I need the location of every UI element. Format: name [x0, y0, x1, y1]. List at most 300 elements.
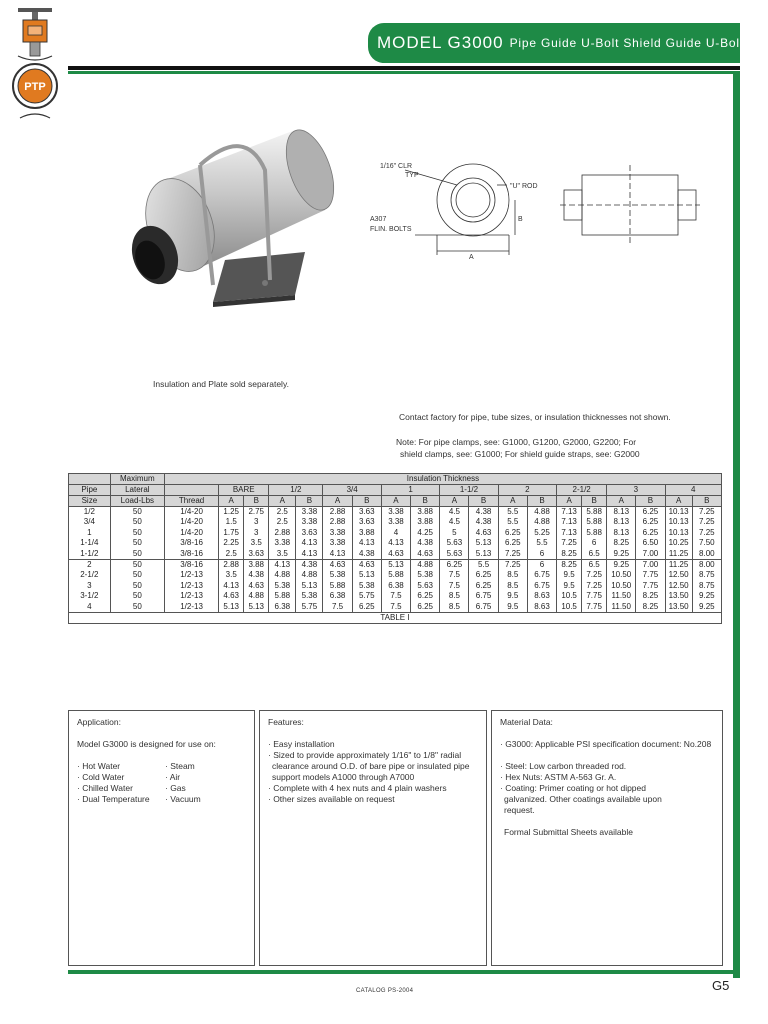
- table-group-header: 1/2: [269, 485, 323, 496]
- table-cell: 4.63: [323, 560, 352, 571]
- table-cell-pipe-size: 1-1/4: [69, 538, 111, 548]
- header-rule: [68, 66, 740, 70]
- table-cell: 9.25: [692, 602, 721, 613]
- table-cell: 7.25: [498, 560, 527, 571]
- drawing-bolt-label-1: A307: [370, 216, 387, 223]
- table-cell: 4.88: [527, 507, 556, 518]
- side-view-drawing: [560, 160, 700, 250]
- table-cell: 8.00: [692, 560, 721, 571]
- table-cell: 3.88: [411, 517, 440, 527]
- table-cell: 5.38: [323, 570, 352, 580]
- drawing-bolt-label-2: FLIN. BOLTS: [370, 226, 412, 233]
- table-cell: 50: [110, 528, 164, 538]
- table-group-header: BARE: [219, 485, 269, 496]
- table-cell: 4.13: [352, 538, 381, 548]
- table-cell: 8.5: [498, 570, 527, 580]
- table-sub-a: A: [381, 496, 410, 507]
- table-cell: 7.25: [498, 549, 527, 560]
- table-group-header: 3/4: [323, 485, 381, 496]
- table-cell: 4.5: [440, 517, 469, 527]
- table-cell: 6.5: [582, 549, 607, 560]
- table-cell: 3.88: [352, 528, 381, 538]
- table-cell: 9.25: [607, 560, 636, 571]
- table-cell: 7.25: [692, 517, 721, 527]
- material-line: request.: [504, 805, 535, 815]
- table-header-insulation: Insulation Thickness: [164, 474, 721, 485]
- table-cell: 50: [110, 570, 164, 580]
- table-cell: 3.5: [244, 538, 269, 548]
- table-cell: 9.25: [692, 591, 721, 601]
- material-line: · Coating: Primer coating or hot dipped: [500, 783, 646, 793]
- table-cell: 8.25: [636, 602, 665, 613]
- table-cell: 6.25: [352, 602, 381, 613]
- table-cell: 3: [244, 528, 269, 538]
- table-sub-b: B: [582, 496, 607, 507]
- table-cell: 4.5: [440, 507, 469, 518]
- table-cell: 50: [110, 591, 164, 601]
- table-row: [69, 517, 722, 527]
- table-cell: 5.5: [527, 538, 556, 548]
- table-cell: 4.13: [296, 538, 323, 548]
- features-line: clearance around O.D. of bare pipe or insulated pipe: [272, 761, 470, 771]
- table-cell: 3.38: [269, 538, 296, 548]
- table-cell: 8.00: [692, 549, 721, 560]
- table-cell: 8.75: [692, 581, 721, 591]
- table-cell: 7.75: [636, 581, 665, 591]
- table-cell: 4.88: [296, 570, 323, 580]
- table-cell: 2.25: [219, 538, 244, 548]
- header-banner: [368, 23, 744, 63]
- table-header-cell: [164, 485, 218, 496]
- table-cell: 7.25: [692, 528, 721, 538]
- table-cell: 5.88: [582, 528, 607, 538]
- table-cell: 7.00: [636, 560, 665, 571]
- table-cell: 5.88: [381, 570, 410, 580]
- table-cell: 10.50: [607, 581, 636, 591]
- table-cell: 5.38: [296, 591, 323, 601]
- table-cell: 3.63: [352, 507, 381, 518]
- drawing-dim-a: A: [469, 254, 474, 261]
- table-cell: 7.13: [557, 517, 582, 527]
- table-header-size: Size: [69, 496, 111, 507]
- table-cell-pipe-size: 1-1/2: [69, 549, 111, 560]
- table-sub-a: A: [607, 496, 636, 507]
- table-cell: 8.5: [440, 602, 469, 613]
- table-cell: 2.5: [269, 507, 296, 518]
- table-cell: 5.13: [352, 570, 381, 580]
- green-rule-right: [733, 74, 740, 978]
- table-cell: 12.50: [665, 581, 692, 591]
- table-cell: 5.13: [469, 549, 498, 560]
- table-cell: 7.75: [636, 570, 665, 580]
- model-description: Pipe Guide U-Bolt Shield Guide U-Bolt: [509, 36, 744, 50]
- table-sub-b: B: [692, 496, 721, 507]
- table-cell: 6.25: [411, 602, 440, 613]
- table-cell: 1/2-13: [164, 581, 218, 591]
- table-sub-b: B: [352, 496, 381, 507]
- table-cell: 1/2-13: [164, 591, 218, 601]
- drawing-rod-label: "U" ROD: [510, 183, 538, 190]
- table-cell: 4.38: [411, 538, 440, 548]
- end-view-drawing: [365, 155, 545, 265]
- table-cell: 8.5: [498, 581, 527, 591]
- table-cell: 6.38: [323, 591, 352, 601]
- table-cell: 1/4-20: [164, 507, 218, 518]
- application-intro: Model G3000 is designed for use on:: [77, 739, 216, 749]
- table-cell: 7.5: [381, 602, 410, 613]
- table-cell: 4.38: [296, 560, 323, 571]
- table-cell: 6.25: [440, 560, 469, 571]
- table-sub-b: B: [527, 496, 556, 507]
- sold-separately-note: Insulation and Plate sold separately.: [153, 379, 289, 389]
- table-cell: 8.5: [440, 591, 469, 601]
- table-group-header: 2: [498, 485, 556, 496]
- table-sub-a: A: [557, 496, 582, 507]
- table-cell: 6.38: [269, 602, 296, 613]
- table-row: [69, 570, 722, 580]
- table-cell: 8.63: [527, 602, 556, 613]
- table-cell: 5.88: [582, 517, 607, 527]
- table-cell: 7.5: [440, 581, 469, 591]
- table-sub-a: A: [323, 496, 352, 507]
- table-cell: 8.63: [527, 591, 556, 601]
- table-cell: 6.75: [469, 602, 498, 613]
- table-sub-b: B: [411, 496, 440, 507]
- table-cell: 1.75: [219, 528, 244, 538]
- table-cell: 3.63: [352, 517, 381, 527]
- table-cell: 6.5: [582, 560, 607, 571]
- table-cell: 2.88: [323, 507, 352, 518]
- material-title: Material Data:: [500, 717, 553, 727]
- table-cell: 7.13: [557, 528, 582, 538]
- table-cell: 7.13: [557, 507, 582, 518]
- table-cell-pipe-size: 3: [69, 581, 111, 591]
- material-submittal: Formal Submittal Sheets available: [504, 827, 633, 837]
- table-header-cell: [69, 474, 111, 485]
- table-row: [69, 591, 722, 601]
- table-cell: 3.38: [323, 528, 352, 538]
- table-cell: 6.25: [411, 591, 440, 601]
- table-cell: 1/4-20: [164, 517, 218, 527]
- table-cell: 4.13: [381, 538, 410, 548]
- features-line: · Easy installation: [268, 739, 335, 749]
- table-header-lateral: Lateral: [110, 485, 164, 496]
- material-line: · Hex Nuts: ASTM A-563 Gr. A.: [500, 772, 617, 782]
- table-cell: 4.38: [469, 517, 498, 527]
- table-cell: 7.75: [582, 602, 607, 613]
- application-item: · Chilled Water: [77, 783, 133, 793]
- table-cell: 4.63: [352, 560, 381, 571]
- table-cell: 4.25: [411, 528, 440, 538]
- table-cell: 8.13: [607, 528, 636, 538]
- table-cell: 4.88: [244, 591, 269, 601]
- table-cell: 5.38: [411, 570, 440, 580]
- application-item: · Cold Water: [77, 772, 125, 782]
- table-row: [69, 549, 722, 560]
- table-cell-pipe-size: 3-1/2: [69, 591, 111, 601]
- table-cell: 7.75: [582, 591, 607, 601]
- model-title: MODEL G3000: [377, 33, 504, 52]
- table-cell: 5.13: [469, 538, 498, 548]
- table-cell: 50: [110, 581, 164, 591]
- table-cell: 50: [110, 538, 164, 548]
- table-row: [69, 581, 722, 591]
- table-cell: 5.5: [498, 507, 527, 518]
- table-cell: 6.75: [527, 581, 556, 591]
- table-cell: 10.50: [607, 570, 636, 580]
- table-cell: 11.50: [607, 591, 636, 601]
- spec-table-body: [69, 507, 722, 613]
- table-header-load: Load-Lbs: [110, 496, 164, 507]
- table-cell: 5.25: [527, 528, 556, 538]
- features-box: [259, 710, 487, 966]
- table-cell-pipe-size: 2-1/2: [69, 570, 111, 580]
- table-cell: 11.25: [665, 560, 692, 571]
- table-cell: 2.5: [269, 517, 296, 527]
- table-group-header: 1: [381, 485, 439, 496]
- table-cell: 6.75: [469, 591, 498, 601]
- table-sub-b: B: [244, 496, 269, 507]
- table-row: [69, 507, 722, 518]
- catalog-footer: CATALOG PS-2004: [356, 988, 414, 994]
- page-number: G5: [712, 978, 730, 993]
- table-cell: 3.38: [323, 538, 352, 548]
- table-cell: 1/2-13: [164, 602, 218, 613]
- table-cell: 10.5: [557, 602, 582, 613]
- table-cell: 1/4-20: [164, 528, 218, 538]
- drawing-typ-label: TYP: [405, 172, 419, 179]
- table-cell: 5.63: [411, 581, 440, 591]
- table-cell: 2.88: [219, 560, 244, 571]
- table-cell: 8.25: [636, 591, 665, 601]
- table-group-header: 3: [607, 485, 665, 496]
- table-sub-a: A: [219, 496, 244, 507]
- table-header-pipe: Pipe: [69, 485, 111, 496]
- green-rule-bottom: [68, 970, 740, 974]
- table-sub-a: A: [665, 496, 692, 507]
- table-cell: 5.5: [498, 517, 527, 527]
- table-sub-b: B: [296, 496, 323, 507]
- table-cell: 13.50: [665, 602, 692, 613]
- table-cell: 6.25: [498, 538, 527, 548]
- table-cell: 3/8-16: [164, 560, 218, 571]
- table-cell: 5.88: [582, 507, 607, 518]
- table-cell: 7.00: [636, 549, 665, 560]
- table-cell: 8.25: [557, 560, 582, 571]
- table-cell: 6.25: [469, 581, 498, 591]
- table-cell: 3.88: [411, 507, 440, 518]
- table-header-thread: Thread: [164, 496, 218, 507]
- table-group-header: 4: [665, 485, 721, 496]
- table-cell: 3/8-16: [164, 549, 218, 560]
- drawing-clr-label: 1/16" CLR: [380, 163, 413, 170]
- table-cell: 8.25: [557, 549, 582, 560]
- table-header-maximum: Maximum: [110, 474, 164, 485]
- table-cell: 2.75: [244, 507, 269, 518]
- table-cell: 9.5: [498, 602, 527, 613]
- application-title: Application:: [77, 717, 121, 727]
- application-item: · Hot Water: [77, 761, 121, 771]
- table-cell: 5.5: [469, 560, 498, 571]
- table-cell: 10.25: [665, 538, 692, 548]
- table-cell: 4.88: [269, 570, 296, 580]
- table-cell: 4.38: [469, 507, 498, 518]
- table-cell: 3.5: [219, 570, 244, 580]
- table-cell: 5.75: [352, 591, 381, 601]
- table-cell: 5.13: [381, 560, 410, 571]
- table-cell: 4.88: [411, 560, 440, 571]
- table-sub-a: A: [269, 496, 296, 507]
- table-cell: 4.63: [219, 591, 244, 601]
- table-cell: 6.38: [381, 581, 410, 591]
- table-cell: 6.25: [636, 517, 665, 527]
- material-box: [491, 710, 723, 966]
- table-cell: 10.5: [557, 591, 582, 601]
- table-cell: 5: [440, 528, 469, 538]
- table-cell: 3: [244, 517, 269, 527]
- table-cell: 5.38: [269, 581, 296, 591]
- logo-text: PTP: [24, 81, 46, 93]
- table-cell: 11.25: [665, 549, 692, 560]
- table-cell: 6: [527, 560, 556, 571]
- features-line: · Complete with 4 hex nuts and 4 plain washers: [268, 783, 447, 793]
- table-cell: 11.50: [607, 602, 636, 613]
- table-cell: 8.75: [692, 570, 721, 580]
- contact-factory-note: Contact factory for pipe, tube sizes, or insulation thicknesses not shown.: [399, 412, 671, 422]
- green-rule-top: [68, 71, 740, 74]
- table-cell: 7.5: [440, 570, 469, 580]
- table-cell: 4.88: [527, 517, 556, 527]
- table-row: [69, 602, 722, 613]
- table-cell: 5.13: [244, 602, 269, 613]
- table-cell: 50: [110, 602, 164, 613]
- table-cell: 9.5: [557, 581, 582, 591]
- application-item: · Air: [165, 772, 181, 782]
- table-cell: 50: [110, 507, 164, 518]
- table-cell: 3.38: [296, 507, 323, 518]
- table-cell: 4.63: [411, 549, 440, 560]
- table-cell: 6.25: [636, 507, 665, 518]
- table-cell: 5.13: [219, 602, 244, 613]
- table-cell: 3.38: [296, 517, 323, 527]
- table-cell-pipe-size: 1/2: [69, 507, 111, 518]
- application-item: · Dual Temperature: [77, 794, 150, 804]
- table-cell: 7.5: [381, 591, 410, 601]
- table-cell: 6.25: [469, 570, 498, 580]
- spec-table: [68, 473, 722, 624]
- material-spec: · G3000: Applicable PSI specification document: No.208: [500, 739, 712, 749]
- table-cell: 4.13: [219, 581, 244, 591]
- table-cell: 6.75: [527, 570, 556, 580]
- table-cell: 50: [110, 560, 164, 571]
- table-cell: 4: [381, 528, 410, 538]
- table-cell: 4.13: [269, 560, 296, 571]
- application-item: · Steam: [165, 761, 195, 771]
- table-cell: 7.25: [582, 581, 607, 591]
- table-cell: 50: [110, 517, 164, 527]
- table-cell: 4.63: [381, 549, 410, 560]
- table-cell: 4.63: [469, 528, 498, 538]
- table-cell: 3.38: [381, 517, 410, 527]
- table-caption: TABLE I: [69, 613, 722, 624]
- table-cell: 12.50: [665, 570, 692, 580]
- table-cell: 3/8-16: [164, 538, 218, 548]
- table-cell: 5.13: [296, 581, 323, 591]
- table-cell: 10.13: [665, 517, 692, 527]
- table-cell: 2.88: [269, 528, 296, 538]
- table-cell: 6: [527, 549, 556, 560]
- table-cell: 2.88: [323, 517, 352, 527]
- table-cell: 4.63: [244, 581, 269, 591]
- table-cell: 1.5: [219, 517, 244, 527]
- table-cell: 7.25: [582, 570, 607, 580]
- table-cell: 6: [582, 538, 607, 548]
- table-cell: 4.13: [323, 549, 352, 560]
- table-cell: 9.5: [498, 591, 527, 601]
- table-cell: 4.38: [352, 549, 381, 560]
- table-group-header: 1-1/2: [440, 485, 498, 496]
- table-cell: 7.25: [692, 507, 721, 518]
- table-cell: 10.13: [665, 507, 692, 518]
- table-cell-pipe-size: 4: [69, 602, 111, 613]
- table-cell: 5.63: [440, 549, 469, 560]
- table-cell-pipe-size: 1: [69, 528, 111, 538]
- table-row: [69, 538, 722, 548]
- table-row: [69, 560, 722, 571]
- table-cell: 4.38: [244, 570, 269, 580]
- table-cell: 1/2-13: [164, 570, 218, 580]
- table-cell: 9.5: [557, 570, 582, 580]
- table-cell: 3.88: [244, 560, 269, 571]
- features-line: support models A1000 through A7000: [272, 772, 415, 782]
- material-line: · Steel: Low carbon threaded rod.: [500, 761, 627, 771]
- table-cell: 6.50: [636, 538, 665, 548]
- features-line: · Other sizes available on request: [268, 794, 395, 804]
- table-cell: 9.25: [607, 549, 636, 560]
- table-cell: 5.88: [269, 591, 296, 601]
- table-sub-b: B: [469, 496, 498, 507]
- product-illustration: [105, 110, 345, 310]
- drawing-dim-b: B: [518, 216, 523, 223]
- table-cell: 7.50: [692, 538, 721, 548]
- table-cell: 1.25: [219, 507, 244, 518]
- table-cell: 7.5: [323, 602, 352, 613]
- features-line: · Sized to provide approximately 1/16" to 1/8" radial: [268, 750, 462, 760]
- application-item: · Vacuum: [165, 794, 201, 804]
- application-item: · Gas: [165, 783, 186, 793]
- table-cell: 13.50: [665, 591, 692, 601]
- table-cell: 7.25: [557, 538, 582, 548]
- table-cell: 3.63: [244, 549, 269, 560]
- clamps-note-line2: shield clamps, see: G1000; For shield guide straps, see: G2000: [400, 449, 640, 459]
- table-cell: 6.25: [498, 528, 527, 538]
- table-sub-a: A: [498, 496, 527, 507]
- material-line: galvanized. Other coatings available upon: [504, 794, 662, 804]
- table-cell: 8.13: [607, 517, 636, 527]
- table-sub-b: B: [636, 496, 665, 507]
- table-cell: 8.13: [607, 507, 636, 518]
- table-row: [69, 528, 722, 538]
- company-logo: [10, 6, 60, 124]
- table-cell: 2.5: [219, 549, 244, 560]
- application-box: [68, 710, 255, 966]
- clamps-note-line1: Note: For pipe clamps, see: G1000, G1200, G2000, G2200; For: [396, 437, 637, 447]
- table-cell: 8.25: [607, 538, 636, 548]
- table-cell: 5.75: [296, 602, 323, 613]
- table-cell: 50: [110, 549, 164, 560]
- features-title: Features:: [268, 717, 304, 727]
- table-cell: 5.88: [323, 581, 352, 591]
